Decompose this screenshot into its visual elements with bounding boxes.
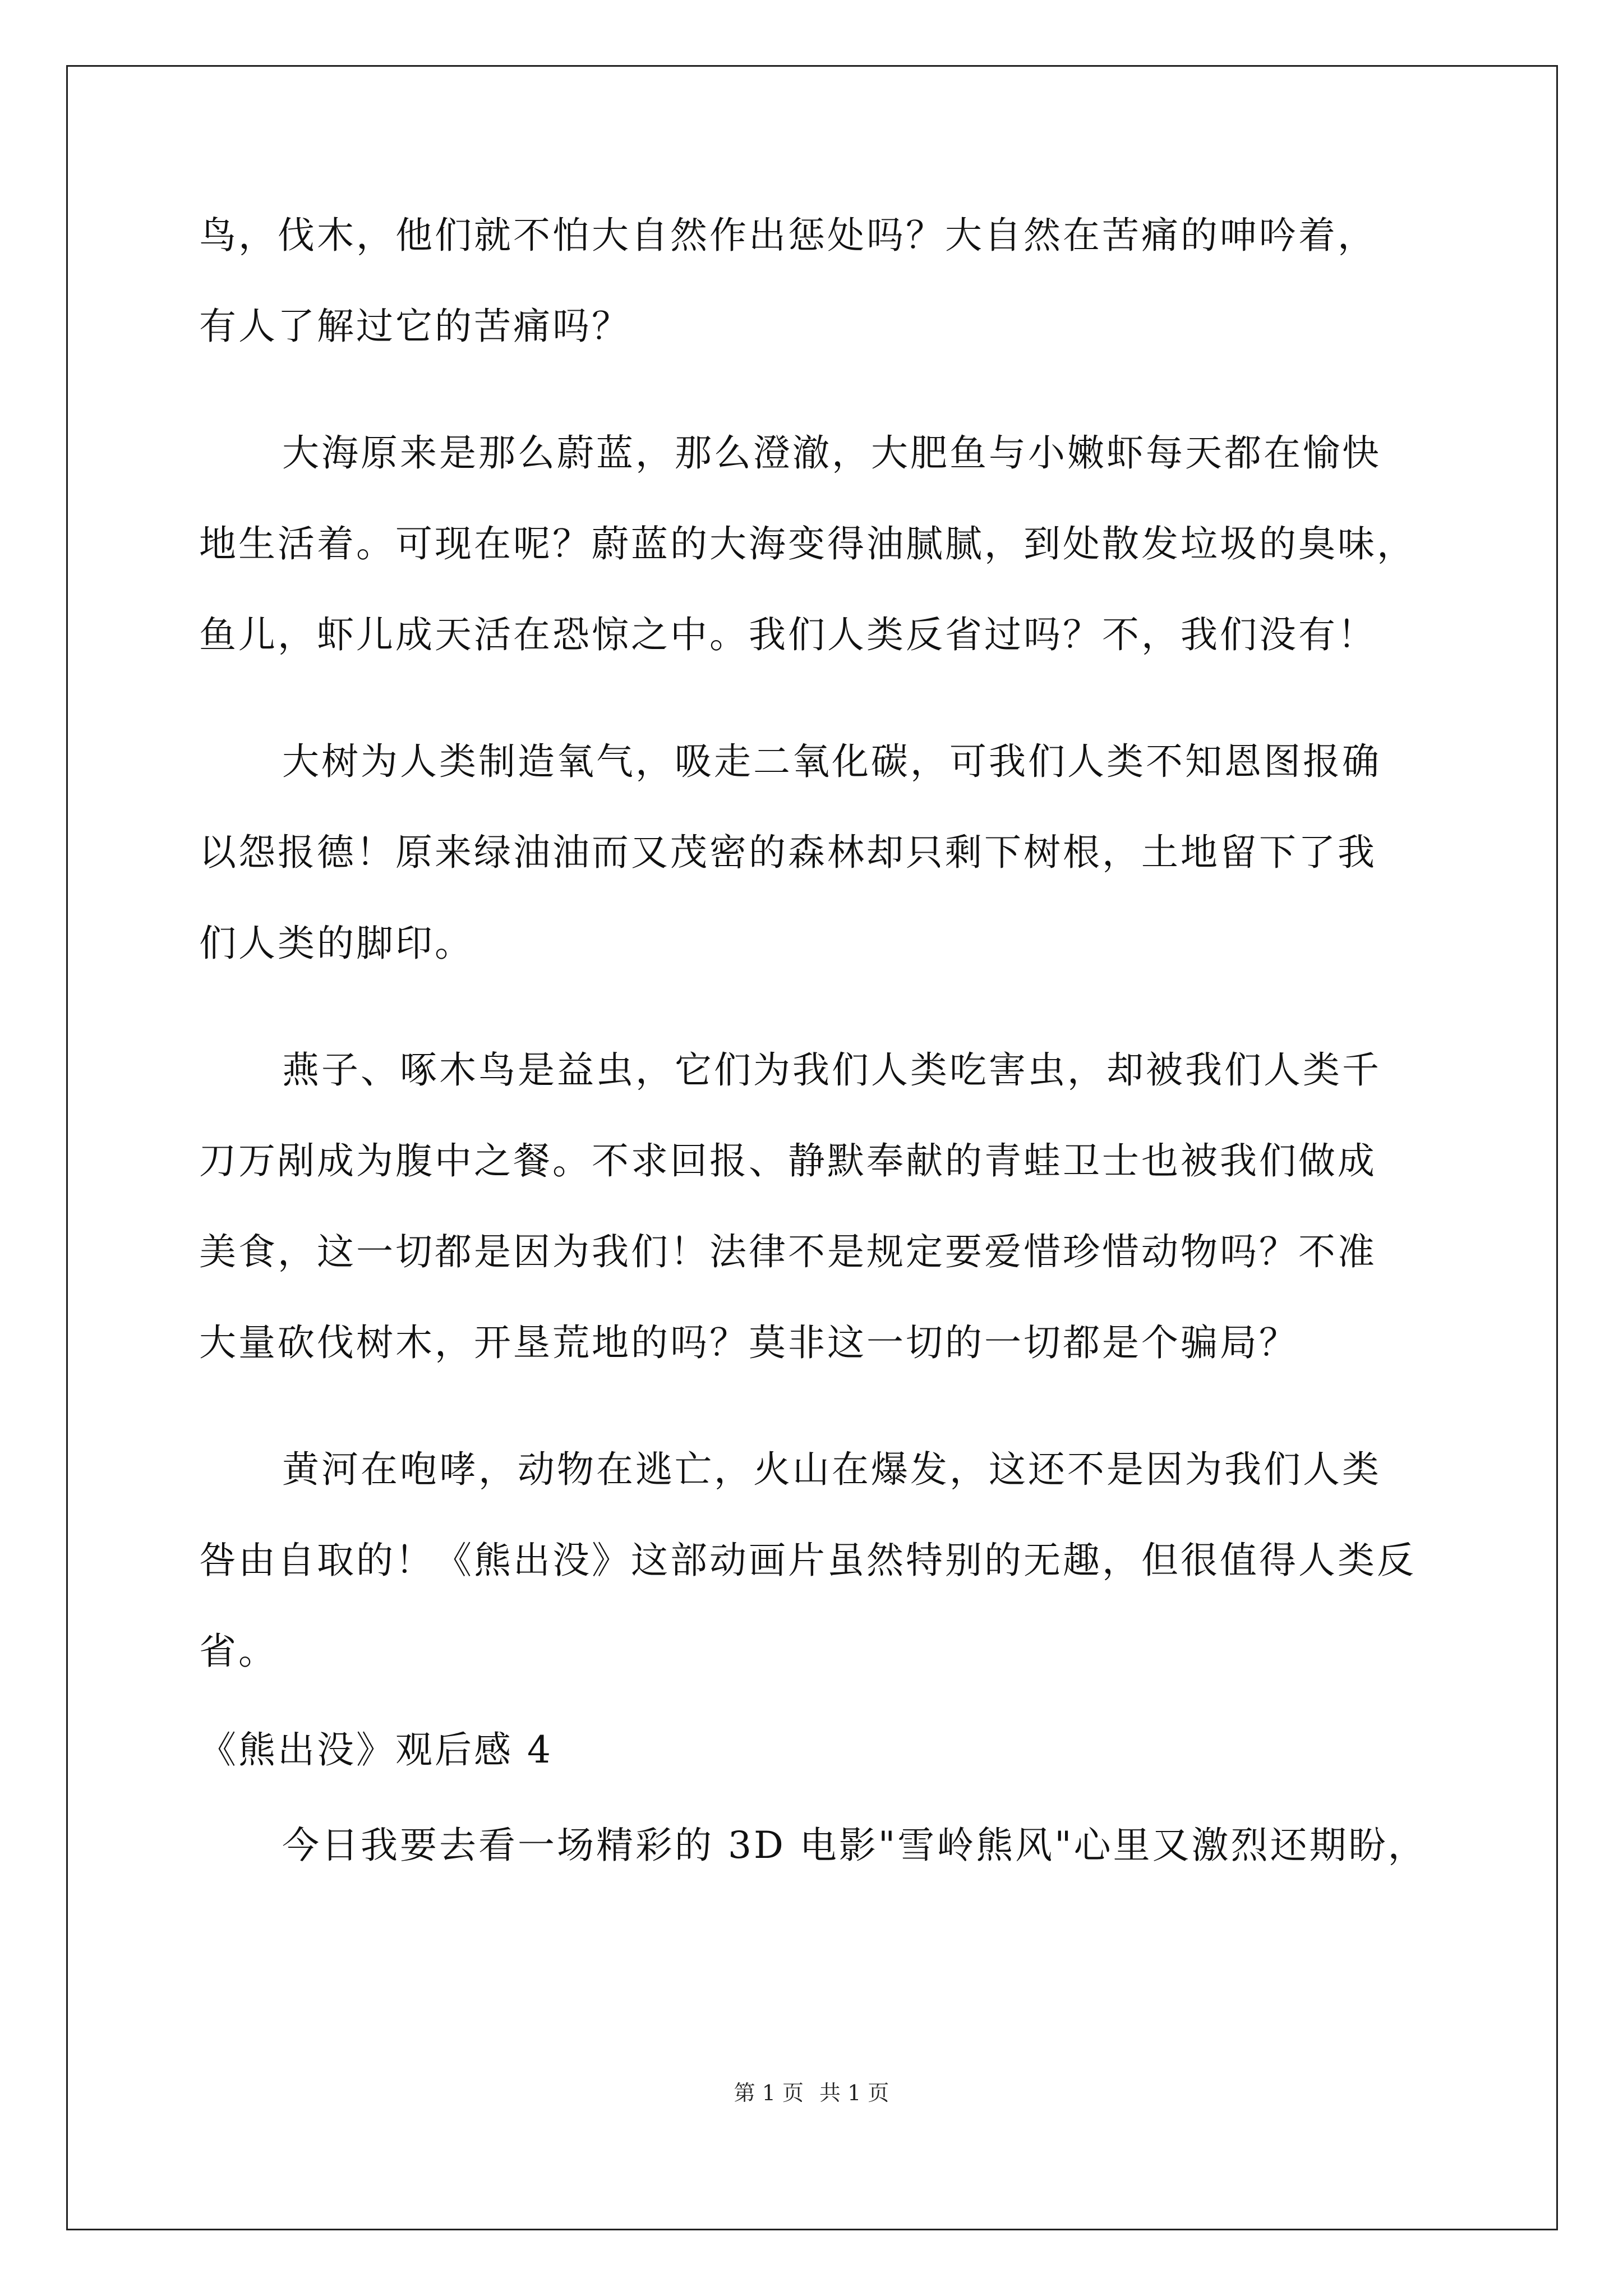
text-line: 省。 — [199, 1630, 278, 1673]
text-line: 刀万剐成为腹中之餐。不求回报、静默奉献的青蛙卫士也被我们做成 — [199, 1139, 1377, 1182]
paragraph-start-line: 今日我要去看一场精彩的 3D 电影"雪岭熊风"心里又激烈还期盼， — [282, 1824, 1427, 1867]
section-heading: 《熊出没》观后感 4 — [199, 1728, 553, 1772]
text-line: 咎由自取的！《熊出没》这部动画片虽然特别的无趣，但很值得人类反 — [199, 1539, 1416, 1582]
paragraph-start-line: 黄河在咆哮，动物在逃亡，火山在爆发，这还不是因为我们人类 — [282, 1448, 1381, 1491]
paragraph-start-line: 大树为人类制造氧气，吸走二氧化碳，可我们人类不知恩图报确 — [282, 740, 1381, 783]
text-line: 鸟，伐木，他们就不怕大自然作出惩处吗？大自然在苦痛的呻吟着， — [199, 214, 1377, 257]
text-line: 有人了解过它的苦痛吗？ — [199, 305, 631, 348]
page-total: 共 1 页 — [819, 2081, 889, 2105]
paragraph-start-line: 燕子、啄木鸟是益虫，它们为我们人类吃害虫，却被我们人类千 — [282, 1048, 1381, 1092]
text-line: 地生活着。可现在呢？蔚蓝的大海变得油腻腻，到处散发垃圾的臭味， — [199, 522, 1416, 565]
text-line: 鱼儿，虾儿成天活在恐惊之中。我们人类反省过吗？不，我们没有！ — [199, 613, 1377, 656]
text-line: 美食，这一切都是因为我们！法律不是规定要爱惜珍惜动物吗？不准 — [199, 1230, 1377, 1273]
page-footer — [0, 2079, 1623, 2107]
text-line: 们人类的脚印。 — [199, 922, 474, 965]
paragraph-start-line: 大海原来是那么蔚蓝，那么澄澈，大肥鱼与小嫩虾每天都在愉快 — [282, 431, 1381, 475]
text-line: 以怨报德！原来绿油油而又茂密的森林却只剩下树根，土地留下了我 — [199, 831, 1377, 874]
text-line: 大量砍伐树木，开垦荒地的吗？莫非这一切的一切都是个骗局？ — [199, 1321, 1298, 1364]
page-number: 第 1 页 — [734, 2081, 804, 2105]
